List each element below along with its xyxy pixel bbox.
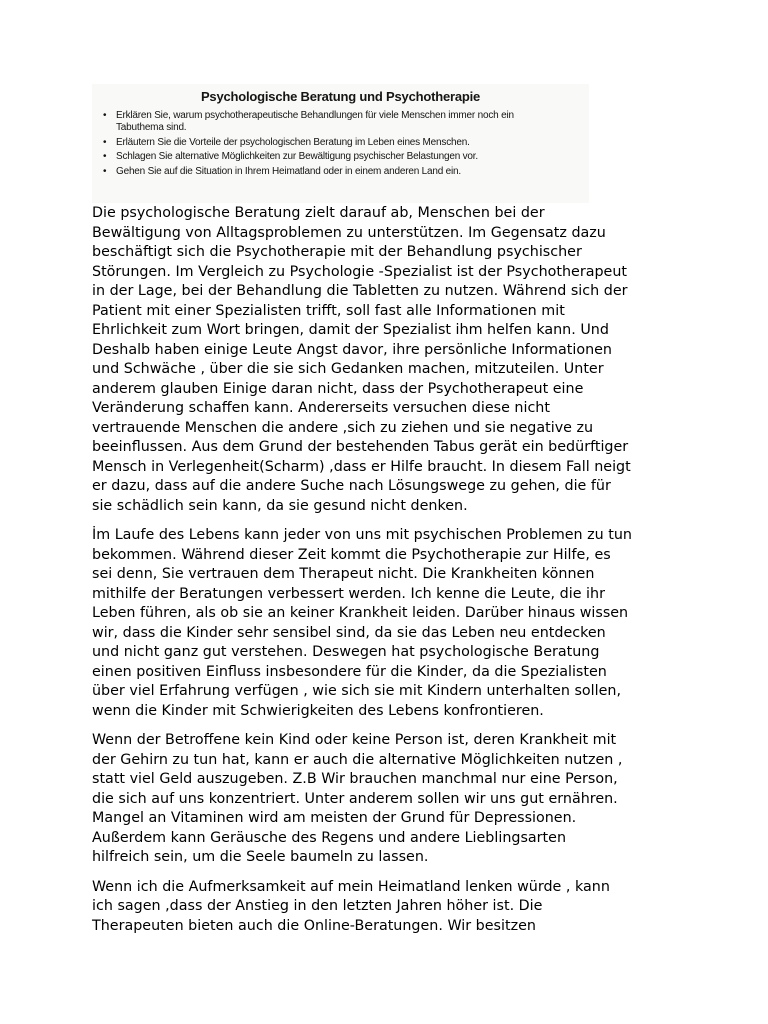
task-bullet-list — [100, 110, 581, 178]
task-bullet-text: Gehen Sie auf die Situation in Ihrem Heimatland oder in einem anderen Land ein. — [116, 165, 461, 177]
essay-body — [92, 204, 682, 946]
task-bullet-text: Schlagen Sie alternative Möglichkeiten zur Bewältigung psychischer Belastungen vor. — [116, 151, 478, 163]
task-bullet-item — [100, 151, 581, 163]
task-bullet-item — [100, 166, 581, 178]
task-title: Psychologische Beratung und Psychotherapie — [200, 89, 481, 104]
task-bullet-text: Erläutern Sie die Vorteile der psychologischen Beratung im Leben eines Menschen. — [116, 136, 470, 148]
essay-paragraph: Wenn der Betroffene kein Kind oder keine Person ist, deren Krankheit mit der Gehirn zu tun hat, kann er auch die alternative Möglichkeiten nutzen , statt viel Geld auszugeben. Z.B Wir brauchen manchmal nur eine Person, die sich auf uns konzentriert. Unter anderem sollen wir uns gut ernähren. Mangel an Vitaminen wird am meisten der Grund für Depressionen. Außerdem kann Geräusche des Regens und andere Lieblingsarten hilfreich sein, um die Seele baumeln zu lassen. — [92, 732, 623, 865]
task-bullet-item — [100, 137, 581, 149]
bullet-icon: • — [103, 110, 107, 121]
task-bullet-item — [100, 110, 581, 135]
essay-paragraph: İm Laufe des Lebens kann jeder von uns mit psychischen Problemen zu tun bekommen. Während dieser Zeit kommt die Psychotherapie zur Hilfe, es sei denn, Sie vertrauen dem Therapeut nicht. Die Krankheiten können mithilfe der Beratungen verbessert werden. Ich kenne die Leute, die ihr Leben führen, als ob sie an keiner Krankheit leiden. Darüber hinaus wissen wir, dass die Kinder sehr sensibel sind, da sie das Leben neu entdecken und nicht ganz gut verstehen. Deswegen hat psychologische Beratung einen positiven Einfluss insbesondere für die Kinder, da die Spezialisten über viel Erfahrung verfügen , wie sich sie mit Kindern unterhalten sollen, wenn die Kinder mit Schwierigkeiten des Lebens konfrontieren. — [92, 527, 632, 719]
task-prompt-image — [92, 84, 589, 203]
essay-paragraph: Wenn ich die Aufmerksamkeit auf mein Heimatland lenken würde , kann ich sagen ,dass der Anstieg in den letzten Jahren höher ist. Die Therapeuten bieten auch die Online-Beratungen. Wir besitzen — [92, 878, 610, 934]
task-bullet-text: Erklären Sie, warum psychotherapeutische Behandlungen für viele Menschen immer noch ein Tabuthema sind. — [116, 110, 514, 134]
bullet-icon: • — [103, 136, 107, 148]
bullet-icon: • — [103, 151, 107, 163]
essay-paragraph: Die psychologische Beratung zielt darauf ab, Menschen bei der Bewältigung von Alltagsproblemen zu unterstützen. Im Gegensatz dazu beschäftigt sich die Psychotherapie mit der Behandlung psychischer Störungen. Im Vergleich zu Psychologie -Spezialist ist der Psychotherapeut in der Lage, bei der Behandlung die Tabletten zu nutzen. Während sich der Patient mit einer Spezialisten trifft, soll fast alle Informationen mit Ehrlichkeit zum Wort bringen, damit der Spezialist ihm helfen kann. Und Deshalb haben einige Leute Angst davor, ihre persönliche Informationen und Schwäche , über die sie sich Gedanken machen, mitzuteilen. Unter anderem glauben Einige daran nicht, dass der Psychotherapeut eine Veränderung schaffen kann. Andererseits versuchen diese nicht vertrauende Menschen die andere ,sich zu ziehen und sie negative zu beeinflussen. Aus dem Grund der bestehenden Tabus gerät ein bedürftiger Mensch in Verlegenheit(Scharm) ,dass er Hilfe braucht. In diesem Fall neigt er dazu, dass auf die andere Suche nach Lösungswege zu gehen, die für sie schädlich sein kann, da sie gesund nicht denken. — [92, 205, 631, 514]
bullet-icon: • — [103, 165, 107, 177]
